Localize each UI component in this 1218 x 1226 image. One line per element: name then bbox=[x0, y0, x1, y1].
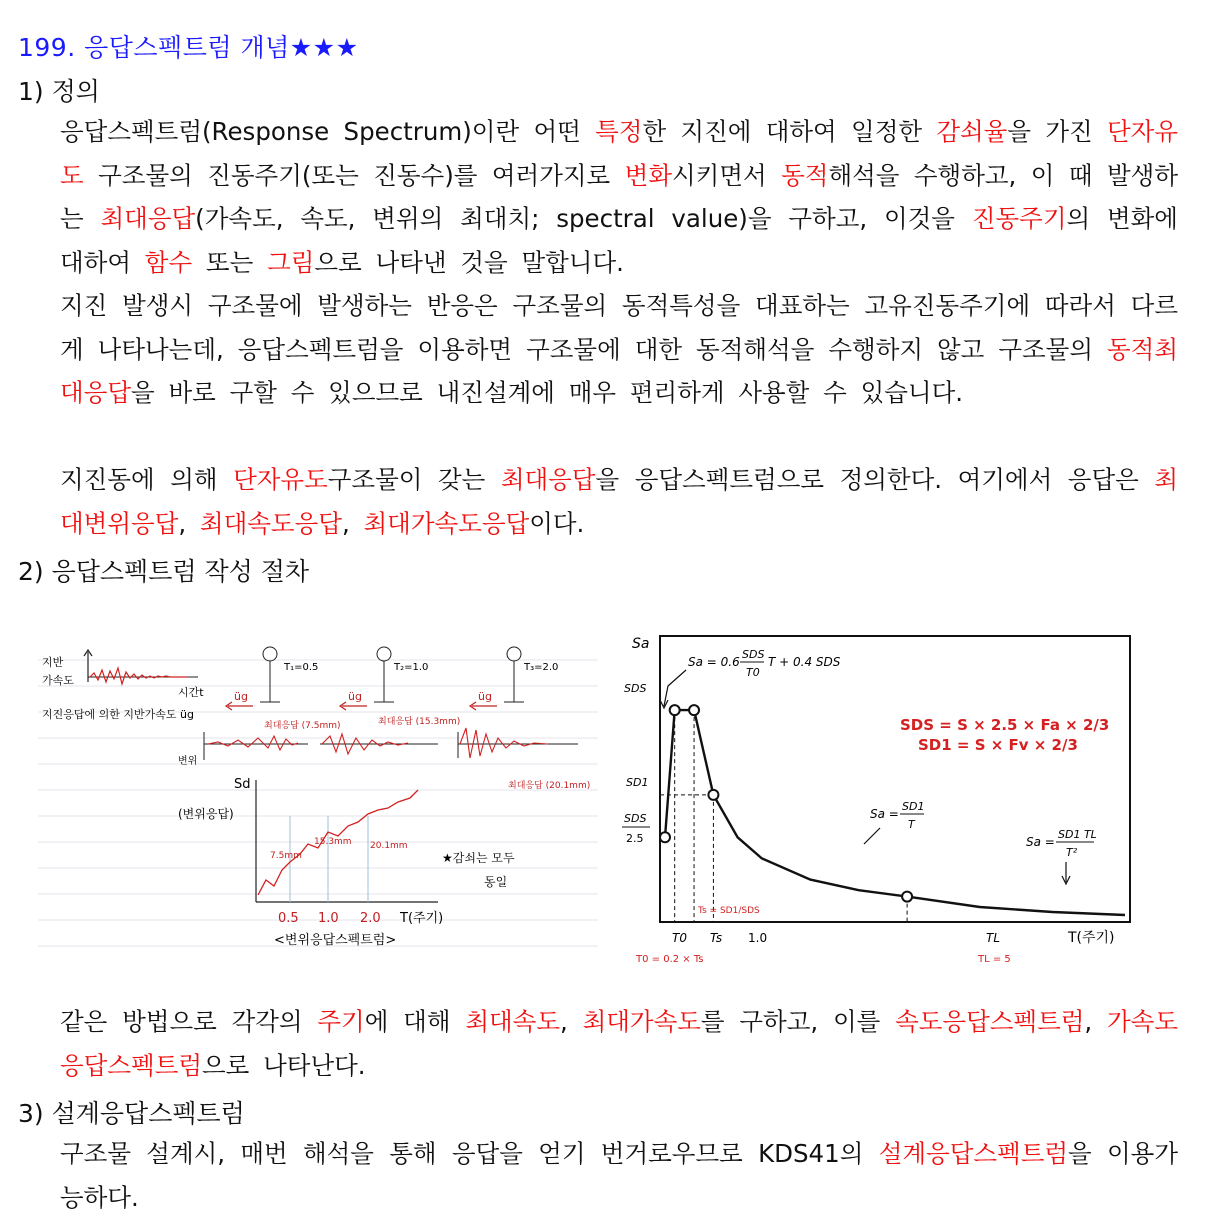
x-axis-label: T(주기) bbox=[400, 911, 444, 926]
highlight-term: 최대속도 bbox=[465, 1007, 560, 1036]
highlight-term: 단자유도 bbox=[233, 465, 328, 494]
text-run: 해석을 수행하고, 이 때 발생하는 bbox=[60, 160, 1178, 233]
eq-ramp-num: SDS bbox=[742, 648, 765, 661]
period-label-3: T₃=2.0 bbox=[524, 662, 559, 673]
text-run: 의 변화에 대하여 bbox=[60, 204, 1178, 277]
oscillator-3 bbox=[470, 647, 558, 710]
paragraph-dynamic-response bbox=[60, 284, 1178, 415]
x-tick-t0: T0 bbox=[672, 931, 687, 945]
text-run: 구조물이 갖는 bbox=[327, 465, 501, 494]
text-run: 한 지진에 대하여 일정한 bbox=[642, 117, 937, 146]
eq-sds: SDS = S × 2.5 × Fa × 2/3 bbox=[900, 716, 1110, 734]
eq-mid-num: SD1 bbox=[902, 800, 925, 813]
text-run: 구조물의 진동주기(또는 진동수)를 여러가지로 bbox=[83, 160, 625, 190]
sd-sub-label: (변위응답) bbox=[178, 807, 234, 821]
section-heading-procedure: 2) 응답스펙트럼 작성 절차 bbox=[18, 557, 310, 586]
note-label-2: 동일 bbox=[484, 875, 508, 889]
t0-note: T0 = 0.2 × Ts bbox=[636, 954, 704, 965]
page-title: 199. 응답스펙트럼 개념★★★ bbox=[18, 33, 359, 62]
paragraph-definition bbox=[60, 110, 1178, 284]
highlight-term: 특정 bbox=[595, 117, 643, 146]
disp-label: 변위 bbox=[178, 756, 198, 767]
eq-ramp-den: T0 bbox=[746, 666, 760, 679]
period-label-1: T₁=0.5 bbox=[284, 662, 319, 673]
point-label-2: 15.3mm bbox=[314, 837, 352, 847]
ground-label-1: 지반 bbox=[42, 656, 64, 669]
highlight-term: 동적최대응답 bbox=[60, 334, 1178, 407]
highlight-term: 최대응답 bbox=[100, 204, 196, 233]
text-run: 이다. bbox=[529, 508, 585, 538]
highlight-term: 함수 bbox=[144, 247, 193, 277]
point-tl bbox=[902, 892, 912, 902]
highlight-term: 진동주기 bbox=[971, 204, 1067, 233]
note-label-1: ★감쇠는 모두 bbox=[442, 851, 515, 865]
text-run: 을 응답스펙트럼으로 정의한다. 여기에서 응답은 bbox=[595, 465, 1155, 494]
text-run: 지진동에 의해 bbox=[60, 465, 234, 494]
point-label-3: 20.1mm bbox=[370, 841, 408, 851]
text-run: 을 바로 구할 수 있으므로 내진설계에 매우 편리하게 사용할 수 있습니다. bbox=[131, 378, 964, 407]
eq-long-a: Sa = bbox=[1026, 835, 1055, 849]
x-tick-2: 1.0 bbox=[318, 911, 339, 926]
ug-label-3: üg bbox=[478, 690, 492, 703]
chart-frame bbox=[660, 636, 1130, 922]
point-t0 bbox=[670, 705, 680, 715]
highlight-term: 속도응답스펙트럼 bbox=[895, 1007, 1085, 1036]
x-axis-label: T(주기) bbox=[1068, 930, 1115, 946]
text-run: 에 대해 bbox=[364, 1007, 466, 1036]
text-run: 또는 bbox=[192, 247, 268, 277]
ug-label-1: üg bbox=[234, 690, 248, 703]
displacement-spectrum-sketch bbox=[38, 640, 598, 952]
eq-sd1: SD1 = S × Fv × 2/3 bbox=[918, 736, 1078, 754]
text-run: 를 구하고, 이를 bbox=[700, 1007, 896, 1036]
eq-ramp-b: T + 0.4 SDS bbox=[768, 655, 841, 669]
text-run: , bbox=[559, 1007, 583, 1036]
y-tick-sds25-top: SDS bbox=[624, 812, 647, 825]
highlight-term: 설계응답스펙트럼 bbox=[878, 1139, 1069, 1168]
tl-note: TL = 5 bbox=[978, 954, 1011, 965]
eq-ramp-a: Sa = 0.6 bbox=[688, 655, 740, 669]
paragraph-other-spectra bbox=[60, 1000, 1178, 1087]
oscillator-2 bbox=[340, 647, 428, 710]
oscillator-1 bbox=[226, 647, 318, 710]
highlight-term: 가속도응답스펙트럼 bbox=[60, 1007, 1179, 1080]
time-label: 시간t bbox=[178, 686, 204, 699]
design-response-spectrum-chart bbox=[612, 626, 1142, 970]
sd-label: Sd bbox=[234, 777, 251, 792]
sketch-caption: <변위응답스펙트럼> bbox=[274, 933, 397, 948]
text-run: 을 이용가능하다. bbox=[60, 1139, 1178, 1212]
highlight-term: 최대가속도응답 bbox=[363, 508, 530, 538]
x-tick-3: 2.0 bbox=[360, 911, 381, 926]
x-tick-tl: TL bbox=[986, 931, 1001, 945]
y-tick-sd1: SD1 bbox=[626, 776, 649, 789]
paragraph-response-definition bbox=[60, 458, 1178, 545]
y-axis-label: Sa bbox=[632, 636, 650, 652]
period-label-2: T₂=1.0 bbox=[394, 662, 429, 673]
highlight-term: 최대속도응답 bbox=[199, 508, 342, 538]
x-tick-ts: Ts bbox=[710, 931, 723, 945]
ground-caption: 지진응답에 의한 지반가속도 üg bbox=[42, 708, 194, 721]
highlight-term: 변화 bbox=[624, 160, 672, 190]
eq-long-den: T² bbox=[1066, 846, 1078, 859]
eq-mid-den: T bbox=[908, 818, 915, 831]
text-run: , bbox=[341, 508, 364, 538]
text-run: 시키면서 bbox=[672, 160, 782, 190]
text-run: , bbox=[178, 508, 200, 538]
text-run: (가속도, 속도, 변위의 최대치; spectral value)을 구하고, 이것을 bbox=[195, 204, 972, 233]
highlight-term: 동적 bbox=[781, 160, 829, 190]
text-run: , bbox=[1084, 1007, 1107, 1036]
x-tick-one: 1.0 bbox=[748, 931, 768, 945]
max-response-label-2: 최대응답 (15.3mm) bbox=[378, 717, 461, 727]
max-response-label-3: 최대응답 (20.1mm) bbox=[508, 781, 591, 791]
ground-label-2: 가속도 bbox=[42, 674, 74, 687]
point-label-1: 7.5mm bbox=[270, 851, 302, 861]
x-tick-1: 0.5 bbox=[278, 911, 299, 926]
max-response-label-1: 최대응답 (7.5mm) bbox=[264, 721, 341, 731]
eq-long-num: SD1 TL bbox=[1058, 828, 1097, 841]
highlight-term: 단자유도 bbox=[60, 117, 1178, 190]
y-tick-sds: SDS bbox=[624, 682, 647, 695]
point-sds25 bbox=[660, 832, 670, 842]
point-one bbox=[708, 790, 718, 800]
text-run: 으로 나타낸 것을 말합니다. bbox=[314, 247, 624, 277]
ug-label-2: üg bbox=[348, 690, 362, 703]
text-run: 을 가진 bbox=[1007, 117, 1107, 146]
ts-note: Ts = SD1/SDS bbox=[698, 906, 760, 916]
text-run: 으로 나타난다. bbox=[202, 1050, 366, 1080]
section-heading-design-spectrum: 3) 설계응답스펙트럼 bbox=[18, 1099, 245, 1128]
highlight-term: 감쇠율 bbox=[936, 117, 1008, 146]
ground-accel-trace bbox=[90, 668, 188, 684]
y-tick-sds25-bot: 2.5 bbox=[626, 832, 644, 845]
text-run: 응답스펙트럼(Response Spectrum)이란 어떤 bbox=[60, 117, 596, 146]
highlight-term: 그림 bbox=[267, 247, 315, 277]
eq-mid-a: Sa = bbox=[870, 807, 899, 821]
text-run: 지진 발생시 구조물에 발생하는 반응은 구조물의 동적특성을 대표하는 고유진동주기에 따라서 다르게 나타나는데, 응답스펙트럼을 이용하면 구조물에 대한 동적해석을 수행하지 않고 구조물의 bbox=[60, 291, 1178, 364]
text-run: 같은 방법으로 각각의 bbox=[60, 1007, 318, 1036]
highlight-term: 최대응답 bbox=[500, 465, 596, 494]
section-heading-definition: 1) 정의 bbox=[18, 77, 100, 106]
paragraph-design-spectrum bbox=[60, 1132, 1178, 1219]
highlight-term: 주기 bbox=[317, 1007, 365, 1036]
text-run: 구조물 설계시, 매번 해석을 통해 응답을 얻기 번거로우므로 KDS41의 bbox=[60, 1139, 879, 1168]
point-ts bbox=[689, 705, 699, 715]
highlight-term: 최대가속도 bbox=[582, 1007, 701, 1036]
highlight-term: 최대변위응답 bbox=[60, 465, 1178, 538]
